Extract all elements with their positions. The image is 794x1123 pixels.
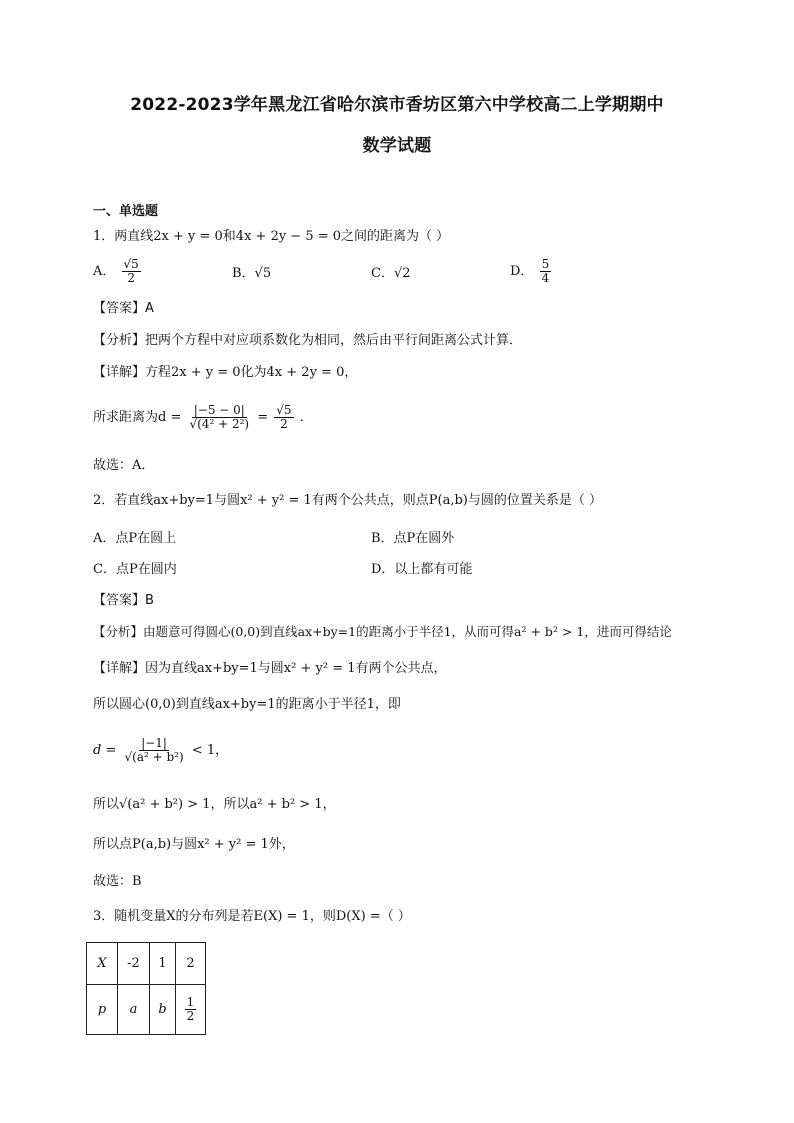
table-cell-x-value: -2 (118, 943, 150, 985)
q2-option-b: B．点P在圆外 (371, 531, 455, 546)
q1-option-d-denominator: 4 (541, 271, 550, 285)
q1-option-b: B．√5 (232, 266, 272, 281)
section-heading: 一、单选题 (93, 204, 159, 219)
q1-distance-equals: = (257, 410, 269, 425)
table-cell-p-a: a (118, 985, 150, 1035)
table-cell-fraction (185, 996, 197, 1023)
q1-option-a-label: A． (93, 264, 116, 279)
q1-conclusion: 故选：A． (93, 458, 155, 473)
table-cell-p-b: b (150, 985, 176, 1035)
q1-option-d (510, 258, 553, 285)
q1-distance-end: ． (299, 410, 313, 425)
q1-distance-result (274, 404, 293, 431)
document-title-line1: 2022-2023学年黑龙江省哈尔滨市香坊区第六中学校高二上学期期中 (130, 95, 664, 115)
q2-detail: 【详解】因为直线ax+by=1与圆x² + y² = 1有两个公共点， (93, 661, 447, 676)
q1-distance-numerator: |−5 − 0| (193, 403, 245, 417)
table-row (87, 943, 206, 985)
q2-option-d: D．以上都有可能 (371, 562, 473, 577)
table-fraction-denominator: 2 (186, 1009, 195, 1023)
q1-option-a-numerator: √5 (123, 257, 139, 271)
document-title-line2: 数学试题 (362, 136, 432, 156)
q1-option-d-numerator: 5 (541, 257, 550, 271)
q1-detail: 【详解】方程2x + y = 0化为4x + 2y = 0， (93, 365, 358, 380)
q1-option-a (93, 258, 143, 285)
q2-step3: 所以点P(a,b)与圆x² + y² = 1外， (93, 837, 295, 852)
q1-distance-result-numerator: √5 (276, 403, 292, 417)
table-row (87, 985, 206, 1035)
q3-stem: 3．随机变量X的分布列是若E(X) = 1，则D(X) =（ ） (93, 909, 411, 924)
q2-conclusion: 故选：B (93, 874, 142, 889)
table-fraction-numerator: 1 (186, 995, 195, 1009)
q1-analysis: 【分析】把两个方程中对应项系数化为相同，然后由平行间距离公式计算． (93, 333, 523, 348)
q1-distance-formula (93, 400, 313, 436)
q1-distance-fraction (188, 404, 252, 431)
q2-analysis: 【分析】由题意可得圆心(0,0)到直线ax+by=1的距离小于半径1，从而可得a² + b² > 1，进而可得结论 (93, 624, 672, 639)
q1-distance-prefix: 所求距离为d = (93, 410, 182, 425)
distribution-table (86, 942, 206, 1035)
q1-option-a-denominator: 2 (127, 271, 135, 285)
q2-answer: 【答案】B (93, 593, 154, 608)
q2-d-suffix: < 1， (191, 743, 229, 758)
q2-d-denominator: √(a² + b²) (124, 750, 184, 764)
q2-distance-inequality (93, 733, 228, 769)
table-cell-x-value: 1 (150, 943, 176, 985)
q2-d-prefix: d = (93, 743, 117, 758)
q2-option-a: A．点P在圆上 (93, 531, 177, 546)
q1-option-d-fraction (540, 258, 552, 285)
q1-distance-denominator: √(4² + 2²) (189, 417, 250, 431)
q1-option-c: C．√2 (371, 266, 411, 281)
q2-stem: 2．若直线ax+by=1与圆x² + y² = 1有两个公共点，则点P(a,b)与圆的位置关系是（ ） (93, 493, 602, 508)
table-cell-x-label: X (87, 943, 118, 985)
q2-step2: 所以√(a² + b²) > 1，所以a² + b² > 1， (93, 797, 336, 812)
q2-d-fraction (123, 737, 186, 764)
q1-option-d-label: D． (510, 264, 534, 279)
q1-distance-result-denominator: 2 (280, 417, 288, 431)
q1-answer: 【答案】A (93, 301, 154, 316)
table-cell-x-value: 2 (176, 943, 206, 985)
table-cell-p-label: p (87, 985, 118, 1035)
q2-step1: 所以圆心(0,0)到直线ax+by=1的距离小于半径1，即 (93, 697, 401, 712)
q1-option-a-fraction (122, 258, 141, 285)
q1-stem: 1．两直线2x + y = 0和4x + 2y − 5 = 0之间的距离为（ ） (93, 229, 450, 244)
q2-option-c: C．点P在圆内 (93, 562, 177, 577)
q2-d-numerator: |−1| (141, 736, 167, 750)
table-cell-p-half (176, 985, 206, 1035)
